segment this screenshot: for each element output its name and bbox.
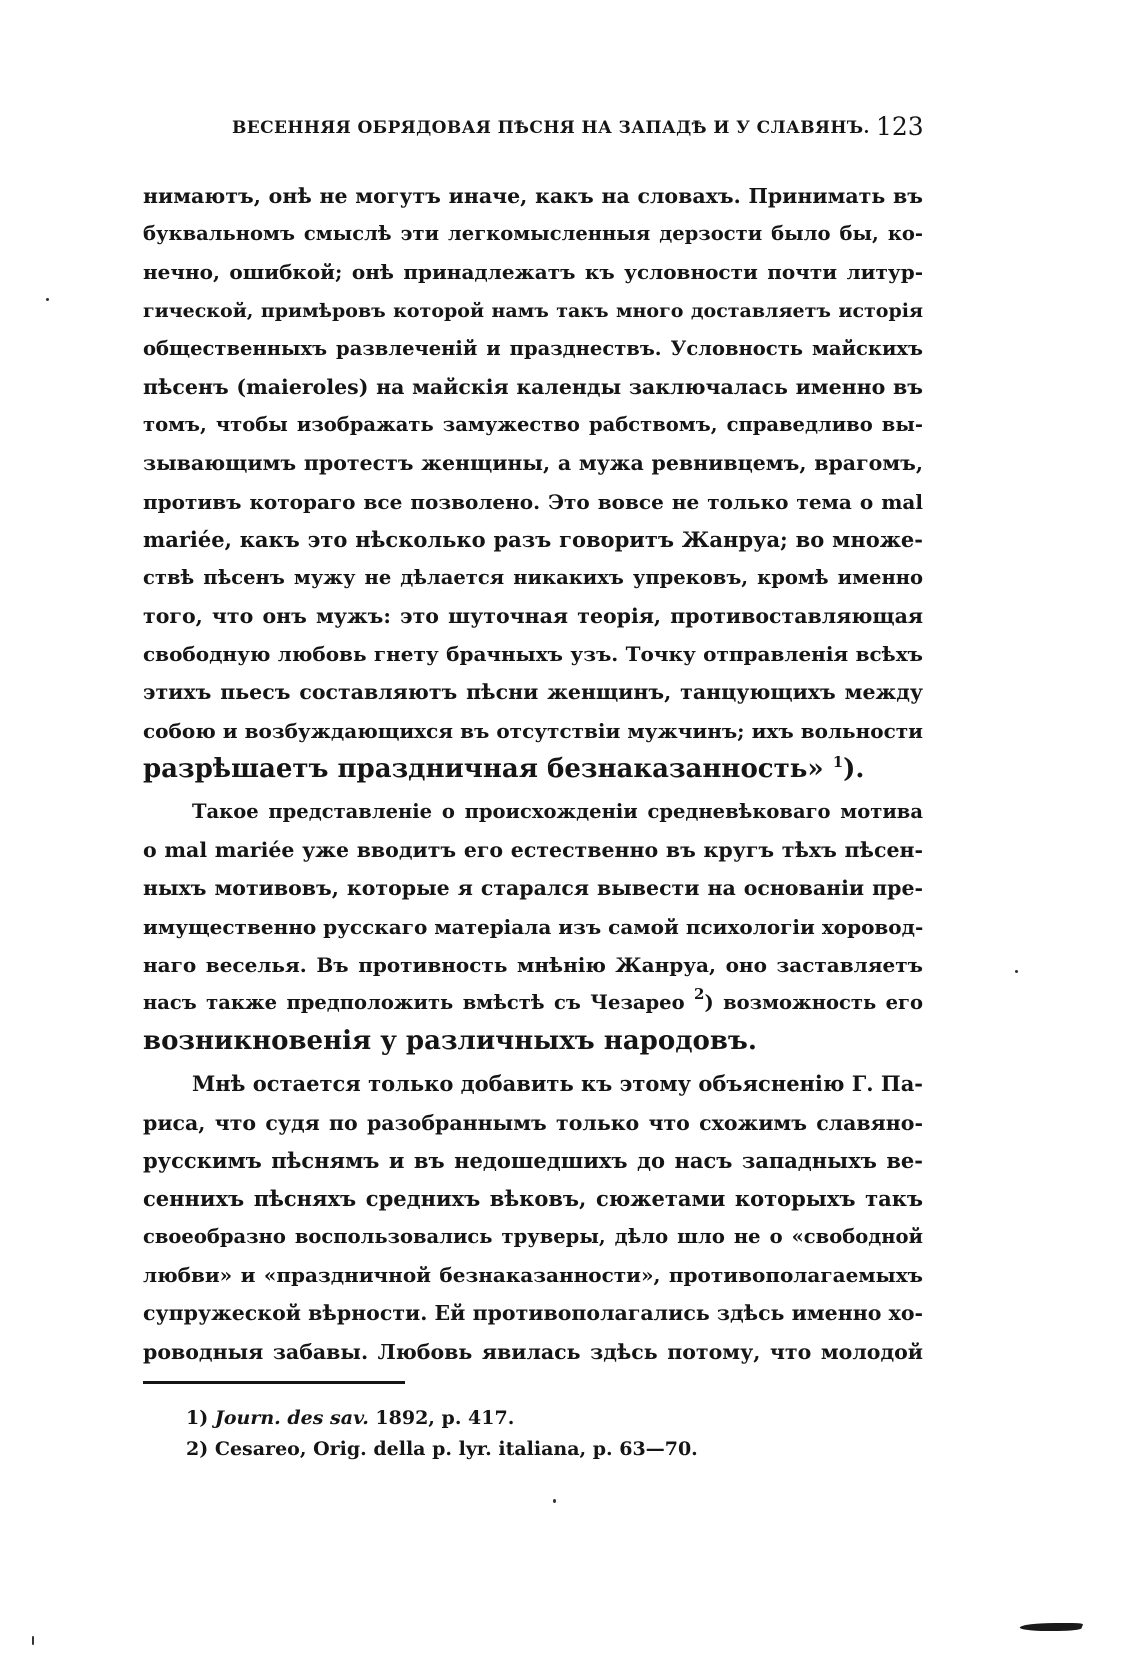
footnote-source: Cesareo	[214, 1438, 300, 1460]
footnote-detail: , Orig. della p. lyr. italiana, p. 63—70.	[299, 1438, 698, 1460]
text-line: томъ, чтобы изображать замужество рабствомъ, справедливо вы-	[143, 413, 923, 437]
text-line: общественныхъ развлеченій и празднествъ. Условность майскихъ	[143, 336, 923, 360]
text-line: риса, что судя по разобраннымъ только что схожимъ славяно-	[143, 1110, 923, 1135]
footnote-number: 1)	[186, 1407, 209, 1429]
text-line: буквальномъ смыслѣ эти легкомысленныя дерзости было бы, ко-	[143, 222, 923, 246]
text-line: своеобразно воспользовались труверы, дѣло шло не о «свободной	[143, 1225, 923, 1249]
text-line: свободную любовь гнету брачныхъ узъ. Точку отправленія всѣхъ	[143, 642, 923, 667]
footnote-number: 2)	[186, 1438, 209, 1460]
text-line: супружеской вѣрности. Ей противополагались здѣсь именно хо-	[143, 1301, 923, 1326]
text-line: противъ котораго все позволено. Это вовсе не только тема о mal	[143, 489, 923, 514]
footnote-source: Journ. des sav.	[214, 1407, 369, 1429]
text-line: собою и возбуждающихся въ отсутствіи мужчинъ; ихъ вольности	[143, 718, 923, 743]
text-line: гической, примѣровъ которой намъ такъ много доставляетъ исторія	[143, 299, 923, 322]
text-line: о mal mariée уже вводитъ его естественно въ кругъ тѣхъ пѣсен-	[143, 838, 923, 863]
scan-speck	[32, 1636, 34, 1645]
page-number: 123	[876, 112, 924, 141]
text-line: того, что онъ мужъ: это шуточная теорія, противоставляющая	[143, 604, 923, 629]
text-line: русскимъ пѣснямъ и въ недошедшихъ до насъ западныхъ ве-	[143, 1147, 923, 1173]
text-line: насъ также предположить вмѣстѣ съ Чезарео $^2$) возможность его	[143, 984, 923, 1014]
text-line: любви» и «праздничной безнаказанности», противополагаемыхъ	[143, 1263, 923, 1288]
text-line: нимаютъ, онѣ не могутъ иначе, какъ на словахъ. Принимать въ	[143, 184, 923, 208]
text-line: разрѣшаетъ праздничная безнаказанность» $^1$).	[143, 752, 865, 784]
footnote-1	[186, 1403, 698, 1434]
text-line: Такое представленіе о происхожденіи средневѣковаго мотива	[192, 800, 923, 823]
text-line: пѣсенъ (maieroles) на майскія календы заключалась именно въ	[143, 374, 923, 399]
running-head: ВЕСЕННЯЯ ОБРЯДОВАЯ ПѢСНЯ НА ЗАПАДѢ И У СЛАВЯНЪ.	[232, 118, 870, 138]
footnote-2	[186, 1434, 698, 1465]
scan-speck	[1015, 970, 1018, 973]
text-line: зывающимъ протестъ женщины, а мужа ревнивцемъ, врагомъ,	[143, 451, 923, 476]
text-line: нечно, ошибкой; онѣ принадлежатъ къ условности почти литур-	[143, 260, 923, 285]
scan-speck	[46, 298, 49, 301]
footnote-rule	[143, 1381, 405, 1384]
text-line: Мнѣ остается только добавить къ этому объясненію Г. Па-	[192, 1071, 924, 1097]
text-line: наго веселья. Въ противность мнѣнію Жанруа, оно заставляетъ	[143, 952, 923, 977]
text-line: ныхъ мотивовъ, которые я старался вывести на основаніи пре-	[143, 876, 923, 901]
text-line: mariée, какъ это нѣсколько разъ говоритъ Жанруа; во множе-	[143, 526, 923, 552]
footnotes	[186, 1403, 698, 1465]
text-line: роводныя забавы. Любовь явилась здѣсь потому, что молодой	[143, 1339, 923, 1364]
scan-speck	[553, 1499, 556, 1503]
body-text	[143, 177, 923, 1371]
text-line: сеннихъ пѣсняхъ среднихъ вѣковъ, сюжетами которыхъ такъ	[143, 1185, 923, 1211]
text-line: этихъ пьесъ составляютъ пѣсни женщинъ, танцующихъ между	[143, 680, 923, 705]
text-line: имущественно русскаго матеріала изъ самой психологіи хоровод-	[143, 914, 924, 939]
text-line: ствѣ пѣсенъ мужу не дѣлается никакихъ упрековъ, кромѣ именно	[143, 565, 923, 589]
footnote-detail: 1892, p. 417.	[368, 1407, 515, 1429]
text-line: возникновенія у различныхъ народовъ.	[143, 1026, 757, 1057]
scan-smudge	[1019, 1623, 1084, 1631]
